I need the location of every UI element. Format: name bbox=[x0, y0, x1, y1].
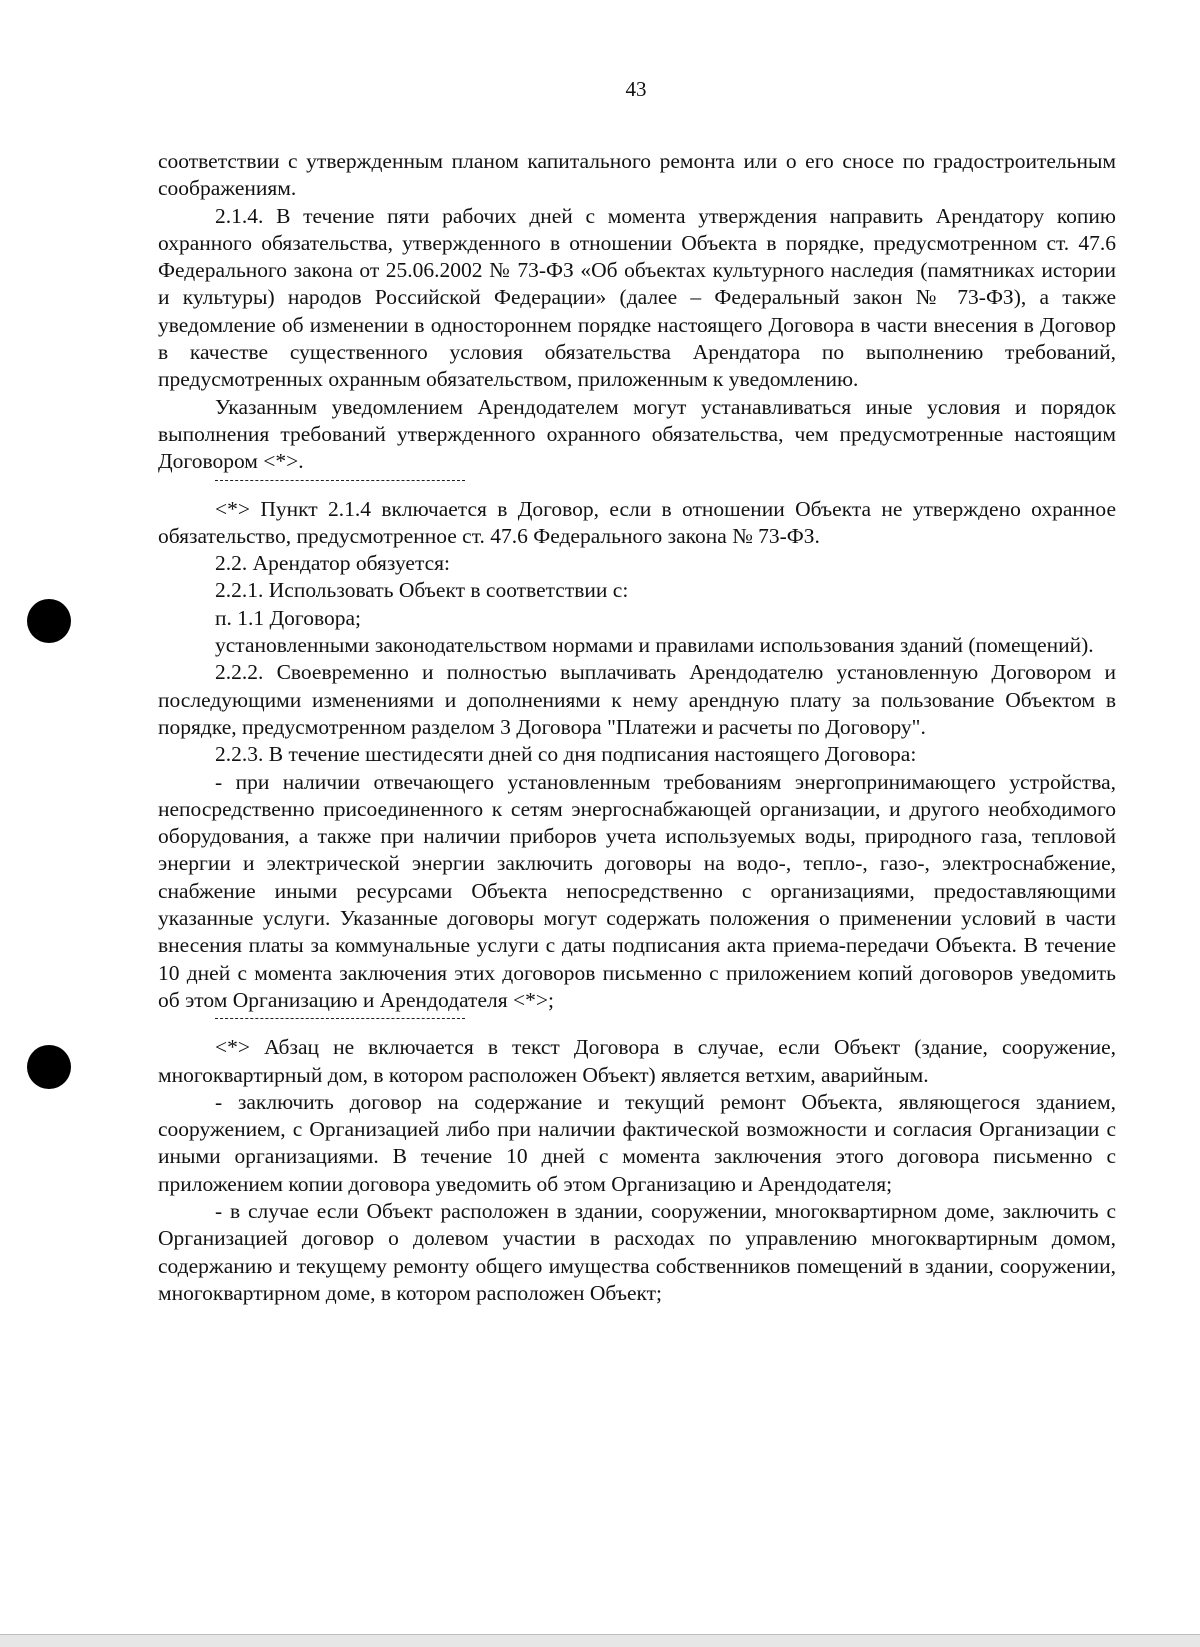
paragraph: соответствии с утвержденным планом капитального ремонта или о его сносе по градостроительным соображениям. bbox=[158, 149, 1116, 201]
list-item: - при наличии отвечающего установленным требованиям энергопринимающего устройства, непосредственно присоединенного к сетям энергоснабжающей организации, и другого необходимого оборудования, а также при наличии приборов учета используемых воды, природного газа, тепловой энергии и электрической энергии заключить договоры на водо-, тепло-, газо-, электроснабжение, снабжение иными ресурсами Объекта непосредственно с организациями, предоставляющими указанные услуги. Указанные договоры могут содержать положения о применении условий в части внесения платы за коммунальные услуги с даты подписания акта приема-передачи Объекта. В течение 10 дней с момента заключения этих договоров письменно с приложением копий договоров уведомить об этом Организацию и Арендодателя <*>; bbox=[158, 769, 1116, 1012]
scan-bottom-edge bbox=[0, 1634, 1200, 1647]
list-item: - в случае если Объект расположен в здании, сооружении, многоквартирном доме, заключить с Организацией договор о долевом участии в расходах по управлению многоквартирным домом, содержанию и текущему ремонту общего имущества собственников помещений в здании, сооружении, многоквартирном доме, в котором расположен Объект; bbox=[158, 1198, 1116, 1305]
paragraph-2-2-1: 2.2.1. Использовать Объект в соответствии с: bbox=[215, 578, 629, 603]
punch-hole bbox=[27, 1045, 71, 1089]
footnote: <*> Абзац не включается в текст Договора в случае, если Объект (здание, сооружение, многоквартирный дом, в котором расположен Объект) является ветхим, аварийным. bbox=[158, 1035, 1116, 1087]
paragraph-2-2-2: 2.2.2. Своевременно и полностью выплачивать Арендодателю установленную Договором и последующими изменениями и дополнениями к нему арендную плату за пользование Объектом в порядке, предусмотренном разделом 3 Договора "Платежи и расчеты по Договору". bbox=[158, 660, 1116, 739]
paragraph: Указанным уведомлением Арендодателем могут устанавливаться иные условия и порядок выполнения требований утвержденного охранного обязательства, чем предусмотренные настоящим Договором <*>. bbox=[158, 394, 1116, 474]
paragraph: п. 1.1 Договора; bbox=[215, 605, 361, 630]
paragraph: установленными законодательством нормами и правилами использования зданий (помещений). bbox=[215, 633, 1094, 658]
paragraph-2-1-4: 2.1.4. В течение пяти рабочих дней с момента утверждения направить Арендатору копию охранного обязательства, утвержденного в отношении Объекта в порядке, предусмотренном ст. 47.6 Федерального закона от 25.06.2002 № 73-ФЗ «Об объектах культурного наследия (памятниках истории и культуры) народов Российской Федерации» (далее – Федеральный закон № 73-ФЗ), а также уведомление об изменении в одностороннем порядке настоящего Договора в части внесения в Договор в качестве существенного условия обязательства Арендатора по выполнению требований, предусмотренных охранным обязательством, приложенным к уведомлению. bbox=[158, 203, 1116, 392]
document-body bbox=[158, 148, 1116, 1307]
punch-hole bbox=[27, 599, 71, 643]
paragraph-2-2-3: 2.2.3. В течение шестидесяти дней со дня подписания настоящего Договора: bbox=[215, 742, 917, 767]
paragraph-2-2: 2.2. Арендатор обязуется: bbox=[215, 551, 451, 576]
footnote-separator bbox=[215, 480, 465, 481]
footnote-separator bbox=[215, 1018, 465, 1019]
list-item: - заключить договор на содержание и текущий ремонт Объекта, являющегося зданием, сооружением, с Организацией либо при наличии фактической возможности и согласия Организации с иными организациями. В течение 10 дней с момента заключения этого договора письменно с приложением копии договора уведомить об этом Организацию и Арендодателя; bbox=[158, 1089, 1116, 1196]
footnote: <*> Пункт 2.1.4 включается в Договор, если в отношении Объекта не утверждено охранное обязательство, предусмотренное ст. 47.6 Федерального закона № 73-ФЗ. bbox=[158, 496, 1116, 548]
page-number: 43 bbox=[625, 77, 647, 101]
